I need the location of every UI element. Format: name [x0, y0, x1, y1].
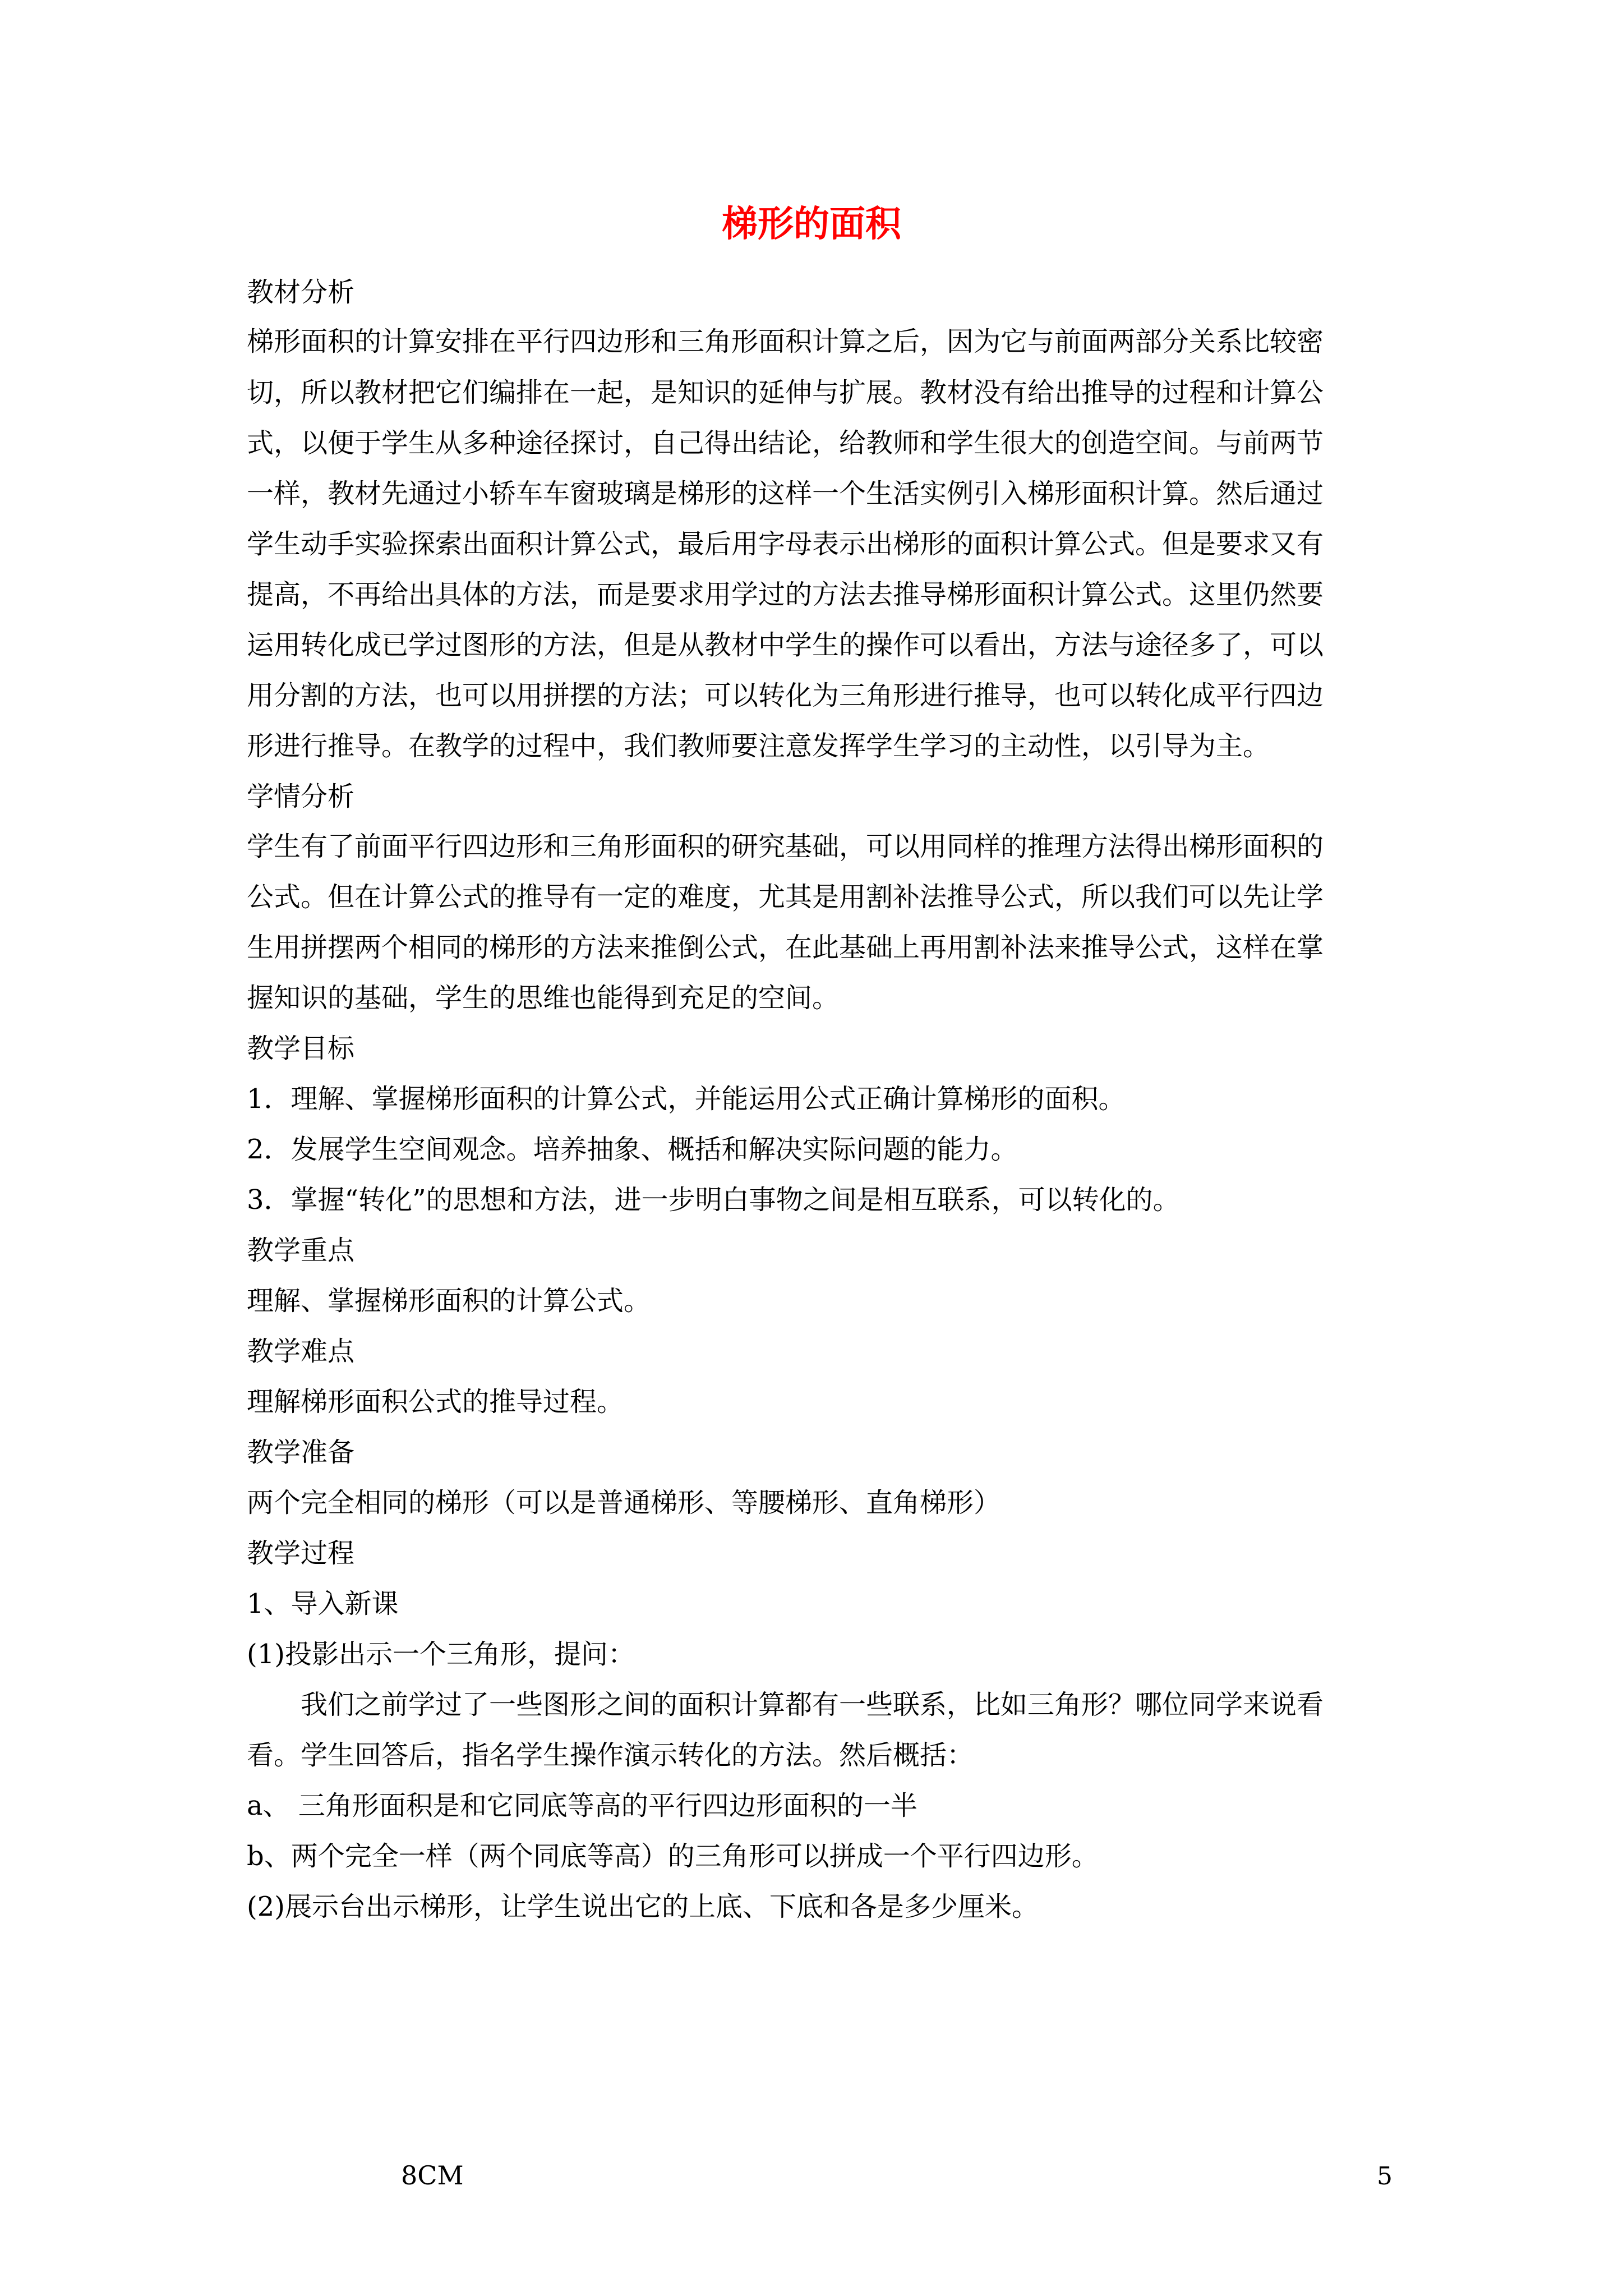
- paragraph-line: 梯形面积的计算安排在平行四边形和三角形面积计算之后，因为它与前面两部分关系比较密: [247, 326, 1324, 357]
- paragraph-line: 用分割的方法，也可以用拼摆的方法；可以转化为三角形进行推导，也可以转化成平行四边: [247, 680, 1324, 711]
- paragraph-line: 学生动手实验探索出面积计算公式，最后用字母表示出梯形的面积计算公式。但是要求又有: [247, 528, 1324, 560]
- paragraph-line: 握知识的基础，学生的思维也能得到充足的空间。: [247, 982, 840, 1014]
- paragraph-line: 切，所以教材把它们编排在一起，是知识的延伸与扩展。教材没有给出推导的过程和计算公: [247, 377, 1324, 408]
- subheading: 1、导入新课: [247, 1588, 399, 1619]
- section-heading-difficulties: 教学难点: [247, 1336, 355, 1367]
- section-heading-textbook-analysis: 教材分析: [247, 277, 355, 308]
- list-item: 2．发展学生空间观念。培养抽象、概括和解决实际问题的能力。: [247, 1134, 1018, 1165]
- paragraph-line: 提高，不再给出具体的方法，而是要求用学过的方法去推导梯形面积计算公式。这里仍然要: [247, 579, 1324, 610]
- paragraph-line: 式，以便于学生从多种途径探讨，自己得出结论，给教师和学生很大的创造空间。与前两节: [247, 427, 1324, 459]
- section-heading-teaching-goals: 教学目标: [247, 1033, 355, 1064]
- list-item: a、 三角形面积是和它同底等高的平行四边形面积的一半: [247, 1790, 917, 1821]
- section-heading-learner-analysis: 学情分析: [247, 781, 355, 812]
- paragraph-line: 理解梯形面积公式的推导过程。: [247, 1386, 624, 1418]
- paragraph-line: 我们之前学过了一些图形之间的面积计算都有一些联系，比如三角形？哪位同学来说看: [247, 1689, 1324, 1720]
- paragraph-line: 两个完全相同的梯形（可以是普通梯形、等腰梯形、直角梯形）: [247, 1487, 1001, 1519]
- paragraph-line: 运用转化成已学过图形的方法，但是从教材中学生的操作可以看出，方法与途径多了，可以: [247, 629, 1324, 661]
- paragraph-line: 看。学生回答后，指名学生操作演示转化的方法。然后概括：: [247, 1740, 974, 1771]
- paragraph-line: 形进行推导。在教学的过程中，我们教师要注意发挥学生学习的主动性，以引导为主。: [247, 730, 1270, 762]
- paragraph-line: 生用拼摆两个相同的梯形的方法来推倒公式，在此基础上再用割补法来推导公式，这样在掌: [247, 932, 1324, 963]
- paragraph-line: (2)展示台出示梯形，让学生说出它的上底、下底和各是多少厘米。: [247, 1891, 1039, 1922]
- paragraph-line: 一样，教材先通过小轿车车窗玻璃是梯形的这样一个生活实例引入梯形面积计算。然后通过: [247, 478, 1324, 509]
- list-item: 3．掌握“转化”的思想和方法，进一步明白事物之间是相互联系，可以转化的。: [247, 1184, 1180, 1216]
- paragraph-line: (1)投影出示一个三角形，提问：: [247, 1639, 635, 1670]
- section-heading-teaching-process: 教学过程: [247, 1538, 355, 1569]
- paragraph-line: 公式。但在计算公式的推导有一定的难度，尤其是用割补法推导公式，所以我们可以先让学: [247, 881, 1324, 913]
- document-title: 梯形的面积: [722, 203, 901, 245]
- section-heading-key-points: 教学重点: [247, 1235, 355, 1266]
- page-number: 5: [1377, 2162, 1393, 2191]
- paragraph-line: 理解、掌握梯形面积的计算公式。: [247, 1285, 651, 1317]
- list-item: b、两个完全一样（两个同底等高）的三角形可以拼成一个平行四边形。: [247, 1841, 1099, 1872]
- list-item: 1．理解、掌握梯形面积的计算公式，并能运用公式正确计算梯形的面积。: [247, 1083, 1126, 1115]
- figure-label-8cm: 8CM: [401, 2160, 464, 2191]
- paragraph-line: 学生有了前面平行四边形和三角形面积的研究基础，可以用同样的推理方法得出梯形面积的: [247, 831, 1324, 862]
- section-heading-preparation: 教学准备: [247, 1437, 355, 1468]
